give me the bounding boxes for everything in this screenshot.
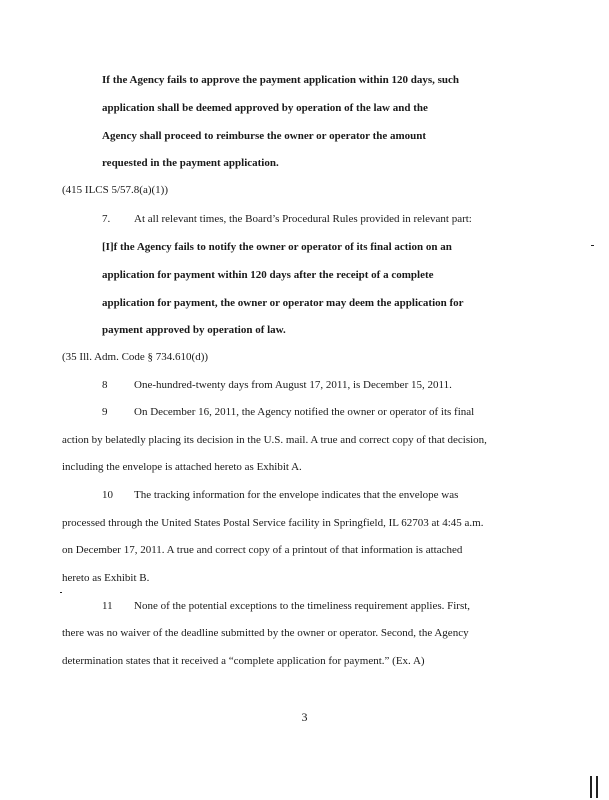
paragraph-9 (102, 405, 474, 419)
paragraph-10 (102, 488, 458, 502)
scan-artifact-mark (60, 592, 62, 593)
rule-quote-line-2: application for payment within 120 days after the receipt of a complete (102, 269, 434, 281)
paragraph-text: On December 16, 2011, the Agency notified the owner or operator of its final (134, 406, 475, 418)
paragraph-text: One-hundred-twenty days from August 17, 2011, is December 15, 2011. (134, 379, 452, 391)
scan-artifact-mark (591, 245, 594, 246)
paragraph-number: 10 (102, 489, 113, 501)
paragraph-number: 8 (102, 379, 108, 391)
scan-edge-bar (590, 776, 592, 798)
paragraph-9-line-2: action by belatedly placing its decision in the U.S. mail. A true and correct copy of that decision, (62, 434, 487, 446)
statute-citation: (415 ILCS 5/57.8(a)(1)) (62, 184, 169, 196)
rule-citation: (35 Ill. Adm. Code § 734.610(d)) (62, 351, 209, 363)
paragraph-7 (102, 212, 472, 226)
paragraph-11-line-3: determination states that it received a “complete application for payment.” (Ex. A) (62, 655, 425, 667)
statute-quote-line-2: application shall be deemed approved by operation of the law and the (102, 102, 428, 114)
paragraph-10-line-3: on December 17, 2011. A true and correct copy of a printout of that information is attached (62, 544, 463, 556)
paragraph-11-line-2: there was no waiver of the deadline submitted by the owner or operator. Second, the Agency (62, 627, 469, 639)
paragraph-text: None of the potential exceptions to the timeliness requirement applies. First, (134, 600, 471, 612)
paragraph-8 (102, 378, 452, 392)
paragraph-text: The tracking information for the envelope indicates that the envelope was (134, 489, 459, 501)
statute-quote-line-3: Agency shall proceed to reimburse the owner or operator the amount (102, 130, 427, 142)
rule-quote-line-3: application for payment, the owner or operator may deem the application for (102, 297, 464, 309)
paragraph-10-line-2: processed through the United States Postal Service facility in Springfield, IL 62703 at 4:45 a.m. (62, 517, 484, 529)
paragraph-number: 9 (102, 406, 108, 418)
statute-quote-line-1: If the Agency fails to approve the payment application within 120 days, such (102, 74, 460, 86)
paragraph-text: At all relevant times, the Board’s Procedural Rules provided in relevant part: (134, 213, 472, 225)
paragraph-11 (102, 599, 470, 613)
paragraph-9-line-3: including the envelope is attached hereto as Exhibit A. (62, 461, 302, 473)
rule-quote-line-1: [I]f the Agency fails to notify the owner or operator of its final action on an (102, 241, 452, 253)
statute-quote-line-4: requested in the payment application. (102, 157, 279, 169)
scan-edge-bar (596, 776, 598, 798)
paragraph-number: 11 (102, 600, 113, 612)
rule-quote-line-4: payment approved by operation of law. (102, 324, 286, 336)
paragraph-10-line-4: hereto as Exhibit B. (62, 572, 150, 584)
page-number: 3 (301, 710, 308, 724)
paragraph-number: 7. (102, 213, 111, 225)
